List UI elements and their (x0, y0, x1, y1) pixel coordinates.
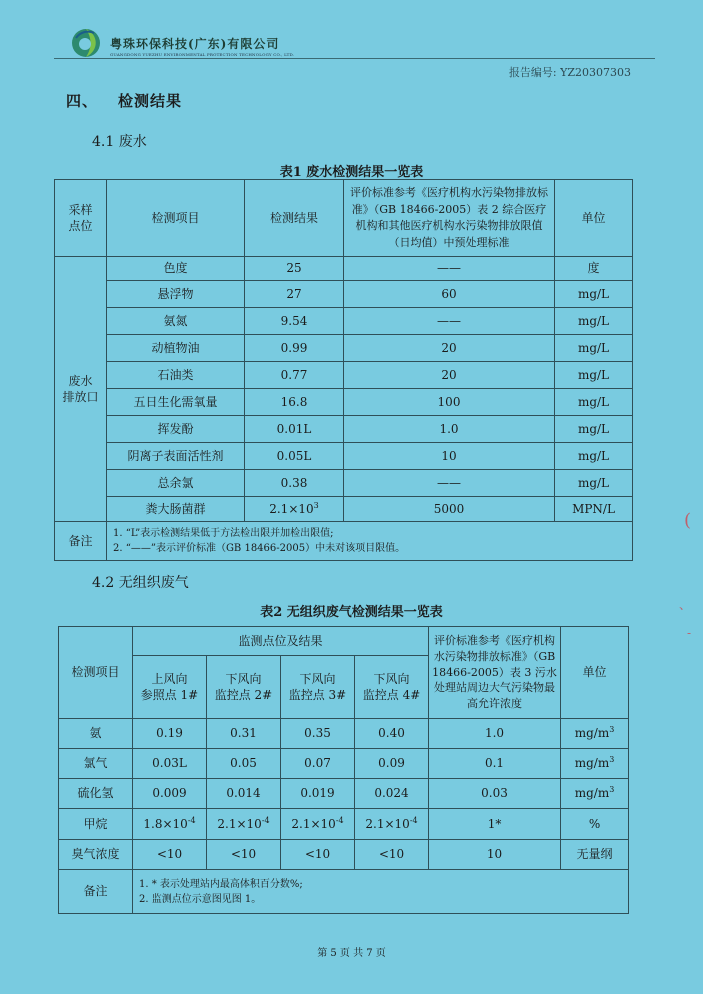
header-evaluation-standard: 评价标准参考《医疗机构水污染物排放标准》（GB 18466-2005）表 3 污水处理站周边大气污染物最高允许浓度 (429, 627, 561, 719)
test-result-cell (245, 257, 344, 281)
test-item-cell: 氨氮 (107, 308, 245, 335)
standard-limit-cell: —— (344, 257, 555, 281)
page-footer: 第 5 页 共 7 页 (317, 948, 386, 959)
test-result-value: 0.05L (276, 448, 312, 463)
monitoring-value: 0.35 (304, 726, 331, 741)
unit-exponent: 3 (609, 725, 615, 735)
monitoring-value-cell (355, 809, 429, 840)
leaf-swirl-logo-icon (68, 24, 104, 60)
test-result-cell (245, 281, 344, 308)
header-unit: 单位 (561, 627, 629, 719)
table1-title: 表1 废水检测结果一览表 (279, 165, 424, 180)
wastewater-results-table (54, 179, 633, 561)
notes-label: 备注 (59, 870, 133, 914)
monitoring-value: 0.09 (378, 756, 405, 771)
monitoring-value-cell (281, 809, 355, 840)
monitoring-value: 2.1×10 (365, 816, 410, 831)
test-result-value: 0.01L (276, 421, 312, 436)
unit-value: mg/m (574, 756, 610, 771)
notes-row (55, 522, 633, 561)
monitoring-value: 2.1×10 (217, 816, 262, 831)
test-result-value: 25 (286, 261, 302, 276)
unit-cell: 度 (555, 257, 633, 281)
test-result-value: 9.54 (280, 313, 308, 328)
test-item-cell: 挥发酚 (107, 416, 245, 443)
monitoring-value-cell (207, 840, 281, 870)
table2-title: 表2 无组织废气检测结果一览表 (260, 605, 443, 620)
table-row (55, 443, 633, 470)
monitoring-value-cell (207, 749, 281, 779)
monitoring-value-cell (133, 749, 207, 779)
test-result-cell (245, 497, 344, 522)
monitoring-value-cell (207, 719, 281, 749)
test-result-value: 0.38 (280, 475, 308, 490)
monitoring-value: 0.40 (378, 726, 405, 741)
unit-cell (561, 749, 629, 779)
monitoring-value: 0.014 (226, 786, 261, 801)
monitoring-value: 2.1×10 (291, 816, 336, 831)
table-row (55, 470, 633, 497)
standard-limit-cell: 10 (344, 443, 555, 470)
unit-cell: mg/L (555, 443, 633, 470)
standard-limit-cell: 20 (344, 335, 555, 362)
subsection-title-wastewater: 4.1 废水 (92, 134, 147, 150)
unit-cell: mg/L (555, 335, 633, 362)
standard-limit-cell: 1.0 (344, 416, 555, 443)
monitoring-value-cell (281, 840, 355, 870)
monitoring-value: 0.009 (152, 786, 187, 801)
table-row (55, 335, 633, 362)
table-row (55, 308, 633, 335)
test-item-cell: 硫化氢 (59, 779, 133, 809)
sampling-point-cell: 废水 排放口 (55, 257, 107, 522)
fugitive-gas-results-table (58, 626, 629, 914)
test-result-cell (245, 470, 344, 497)
table-row (59, 840, 629, 870)
unit-cell: mg/L (555, 389, 633, 416)
test-item-cell: 氨 (59, 719, 133, 749)
test-item-cell: 动植物油 (107, 335, 245, 362)
test-result-value: 27 (286, 286, 302, 301)
test-result-cell (245, 389, 344, 416)
notes-cell (107, 522, 633, 561)
unit-value: mg/m (574, 726, 610, 741)
test-result-cell (245, 308, 344, 335)
monitoring-value-cell (355, 719, 429, 749)
standard-limit-cell: 0.03 (429, 779, 561, 809)
test-result-cell (245, 362, 344, 389)
monitoring-value-exponent: -4 (187, 815, 196, 825)
monitoring-value-exponent: -4 (335, 815, 344, 825)
monitoring-value-exponent: -4 (409, 815, 418, 825)
standard-limit-cell: 5000 (344, 497, 555, 522)
monitoring-value: 0.019 (300, 786, 335, 801)
unit-value: mg/m (574, 786, 610, 801)
table-row (55, 497, 633, 522)
header-monitoring-point: 下风向 监控点 2# (207, 656, 281, 719)
test-result-value: 2.1×10 (269, 501, 314, 516)
unit-cell (561, 809, 629, 840)
subsection-title-fugitive-gas: 4.2 无组织废气 (92, 575, 189, 591)
monitoring-value-cell (207, 809, 281, 840)
unit-cell: mg/L (555, 281, 633, 308)
handwritten-mark: ( (683, 510, 691, 531)
company-name-english: GUANGDONG YUEZHU ENVIRONMENTAL PROTECTION TECHNOLOGY CO., LTD. (110, 52, 295, 57)
monitoring-value-cell (355, 749, 429, 779)
test-item-cell: 氯气 (59, 749, 133, 779)
standard-limit-cell: 100 (344, 389, 555, 416)
table-row (59, 809, 629, 840)
table-row (55, 257, 633, 281)
monitoring-value-cell (355, 779, 429, 809)
section-heading: 检测结果 (118, 92, 183, 110)
monitoring-value: <10 (230, 847, 257, 862)
table-row (59, 779, 629, 809)
test-item-cell: 悬浮物 (107, 281, 245, 308)
monitoring-value: <10 (156, 847, 183, 862)
monitoring-value-cell (133, 809, 207, 840)
table-row (55, 362, 633, 389)
unit-exponent: 3 (609, 755, 615, 765)
notes-label: 备注 (55, 522, 107, 561)
table-row (55, 281, 633, 308)
report-number: 报告编号: YZ20307303 (508, 66, 631, 79)
standard-limit-cell: 10 (429, 840, 561, 870)
header-divider (54, 58, 655, 59)
header-unit: 单位 (555, 180, 633, 257)
header-monitoring-point: 下风向 监控点 3# (281, 656, 355, 719)
note-line: 2. 监测点位示意图见图 1。 (139, 893, 262, 905)
header-test-item: 检测项目 (107, 180, 245, 257)
test-result-exponent: 3 (313, 500, 319, 510)
table-row (59, 749, 629, 779)
monitoring-value: <10 (304, 847, 331, 862)
unit-cell: mg/L (555, 470, 633, 497)
unit-exponent: 3 (609, 785, 615, 795)
unit-cell: mg/L (555, 416, 633, 443)
table-row (59, 719, 629, 749)
section-number: 四、 (66, 92, 99, 110)
header-monitoring-point: 上风向 参照点 1# (133, 656, 207, 719)
unit-cell: mg/L (555, 308, 633, 335)
standard-limit-cell: 60 (344, 281, 555, 308)
standard-limit-cell: —— (344, 470, 555, 497)
test-item-cell: 五日生化需氧量 (107, 389, 245, 416)
standard-limit-cell: 20 (344, 362, 555, 389)
header-sampling-point: 采样 点位 (55, 180, 107, 257)
unit-cell: MPN/L (555, 497, 633, 522)
monitoring-value: 0.024 (374, 786, 409, 801)
test-item-cell: 粪大肠菌群 (107, 497, 245, 522)
test-result-value: 0.99 (280, 340, 308, 355)
monitoring-value: 1.8×10 (143, 816, 188, 831)
monitoring-value: 0.05 (230, 756, 257, 771)
notes-row (59, 870, 629, 914)
monitoring-value: <10 (378, 847, 405, 862)
test-result-cell (245, 335, 344, 362)
notes-cell (133, 870, 629, 914)
unit-cell (561, 779, 629, 809)
note-line: 2. “——”表示评价标准（GB 18466-2005）中未对该项目限值。 (113, 543, 406, 554)
header-test-result: 检测结果 (245, 180, 344, 257)
section-title (66, 90, 182, 111)
standard-limit-cell: 1.0 (429, 719, 561, 749)
note-line: 1. * 表示处理站内最高体积百分数%; (139, 878, 303, 890)
test-result-value: 16.8 (280, 394, 308, 409)
table-row (55, 389, 633, 416)
monitoring-value: 0.19 (156, 726, 183, 741)
monitoring-value-cell (133, 840, 207, 870)
standard-limit-cell: 0.1 (429, 749, 561, 779)
header-monitoring-point: 下风向 监控点 4# (355, 656, 429, 719)
note-line: 1. “L”表示检测结果低于方法检出限并加检出限值; (113, 528, 334, 539)
standard-limit-cell: 1* (429, 809, 561, 840)
header-evaluation-standard: 评价标准参考《医疗机构水污染物排放标准》（GB 18466-2005）表 2 综合医疗机构和其他医疗机构水污染物排放限值（日均值）中预处理标准 (344, 180, 555, 257)
unit-value: % (588, 816, 601, 831)
unit-cell (561, 719, 629, 749)
handwritten-mark: 、 (678, 598, 691, 612)
test-item-cell: 色度 (107, 257, 245, 281)
test-item-cell: 阴离子表面活性剂 (107, 443, 245, 470)
test-result-cell (245, 416, 344, 443)
monitoring-value: 0.07 (304, 756, 331, 771)
monitoring-value-cell (133, 719, 207, 749)
header-test-item: 检测项目 (59, 627, 133, 719)
company-name: 粤珠环保科技(广东)有限公司 (110, 37, 280, 51)
monitoring-value-cell (207, 779, 281, 809)
monitoring-value-cell (133, 779, 207, 809)
handwritten-mark: - (686, 626, 691, 640)
header-monitoring-points: 监测点位及结果 (133, 627, 429, 656)
test-result-cell (245, 443, 344, 470)
monitoring-value-cell (355, 840, 429, 870)
unit-cell: mg/L (555, 362, 633, 389)
test-item-cell: 总余氯 (107, 470, 245, 497)
monitoring-value: 0.03L (152, 756, 187, 771)
unit-cell (561, 840, 629, 870)
monitoring-value-exponent: -4 (261, 815, 270, 825)
monitoring-value-cell (281, 779, 355, 809)
table-row (55, 416, 633, 443)
monitoring-value: 0.31 (230, 726, 257, 741)
test-item-cell: 臭气浓度 (59, 840, 133, 870)
test-result-value: 0.77 (280, 367, 308, 382)
monitoring-value-cell (281, 719, 355, 749)
standard-limit-cell: —— (344, 308, 555, 335)
unit-value: 无量纲 (576, 847, 613, 862)
test-item-cell: 甲烷 (59, 809, 133, 840)
monitoring-value-cell (281, 749, 355, 779)
test-item-cell: 石油类 (107, 362, 245, 389)
